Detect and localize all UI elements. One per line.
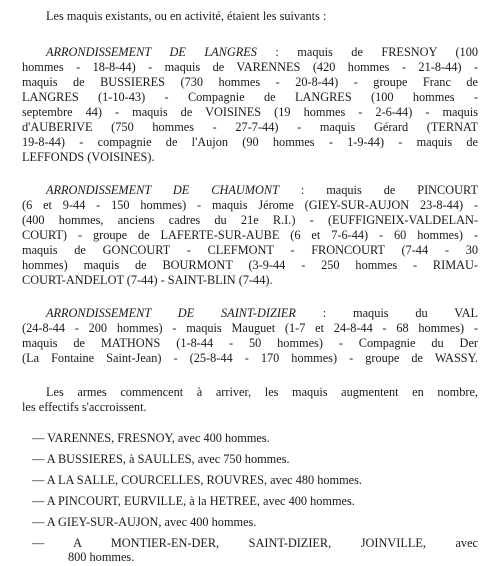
- text-line: (24-8-44 - 200 hommes) - maquis Mauguet (1-7 et 24-8-44 - 68 hommes) -: [22, 321, 478, 335]
- list-item: — A MONTIER-EN-DER, SAINT-DIZIER, JOINVILLE, avec: [32, 536, 478, 550]
- text-line: maquis de BUSSIERES (730 hommes - 20-8-44) - groupe Franc de: [22, 75, 478, 89]
- section-header-langres: ARRONDISSEMENT DE LANGRES: [46, 45, 257, 59]
- text-line: LANGRES (1-10-43) - Compagnie de LANGRES (100 hommes -: [22, 90, 478, 104]
- intro-text: Les maquis existants, ou en activité, étaient les suivants :: [46, 9, 327, 23]
- text-line: LEFFONDS (VOISINES).: [22, 150, 155, 164]
- list-item: — A PINCOURT, EURVILLE, à la HETREE, avec 400 hommes.: [32, 494, 355, 508]
- section-header-chaumont: ARRONDISSEMENT DE CHAUMONT: [46, 183, 279, 197]
- text-line: hommes - 18-8-44) - maquis de VARENNES (420 hommes - 21-8-44) -: [22, 60, 478, 74]
- text-line: COURT) - groupe de LAFERTE-SUR-AUBE (6 et 7-6-44) - 60 hommes) -: [22, 228, 478, 242]
- text-line: septembre 44) - maquis de VOISINES (19 hommes - 2-6-44) - maquis: [22, 105, 478, 119]
- text-line: COURT-ANDELOT (7-44) - SAINT-BLIN (7-44).: [22, 273, 273, 287]
- saint-dizier-first-line: ARRONDISSEMENT DE SAINT-DIZIER : maquis du VAL: [46, 306, 478, 320]
- list-item: — VARENNES, FRESNOY, avec 400 hommes.: [32, 431, 270, 445]
- armes-text: les effectifs s'accroissent.: [22, 400, 147, 414]
- text-line: 19-8-44) - compagnie de l'Aujon (90 hommes - 1-9-44) - maquis de: [22, 135, 478, 149]
- list-item: — A GIEY-SUR-AUJON, avec 400 hommes.: [32, 515, 257, 529]
- list-item: — A LA SALLE, COURCELLES, ROUVRES, avec 480 hommes.: [32, 473, 362, 487]
- langres-first-line: ARRONDISSEMENT DE LANGRES : maquis de FRESNOY (100: [46, 45, 478, 59]
- text-line: maquis de GONCOURT - CLEFMONT - FRONCOURT (7-44 - 30: [22, 243, 478, 257]
- section-header-saint-dizier: ARRONDISSEMENT DE SAINT-DIZIER: [46, 306, 296, 320]
- armes-text: Les armes commencent à arriver, les maquis augmentent en nombre,: [46, 385, 478, 399]
- chaumont-first-line: ARRONDISSEMENT DE CHAUMONT : maquis de PINCOURT: [46, 183, 478, 197]
- text-line: (6 et 9-44 - 150 hommes) - maquis Jérome (GIEY-SUR-AUJON 23-8-44) -: [22, 198, 478, 212]
- text-line: maquis de MATHONS (1-8-44 - 50 hommes) - Compagnie du Der: [22, 336, 478, 350]
- list-item-continuation: 800 hommes.: [68, 550, 135, 564]
- text-line: d'AUBERIVE (750 hommes - 27-7-44) - maquis Gérard (TERNAT: [22, 120, 478, 134]
- text-line: (400 hommes, anciens cadres du 21e R.I.) - (EUFFIGNEIX-VALDELAN-: [22, 213, 478, 227]
- text-line: (La Fontaine Saint-Jean) - (25-8-44 - 170 hommes) - groupe de WASSY.: [22, 351, 478, 365]
- text-line: hommes) maquis de BOURMONT (3-9-44 - 250 hommes - RIMAU-: [22, 258, 478, 272]
- list-item: — A BUSSIERES, à SAULLES, avec 750 hommes.: [32, 452, 290, 466]
